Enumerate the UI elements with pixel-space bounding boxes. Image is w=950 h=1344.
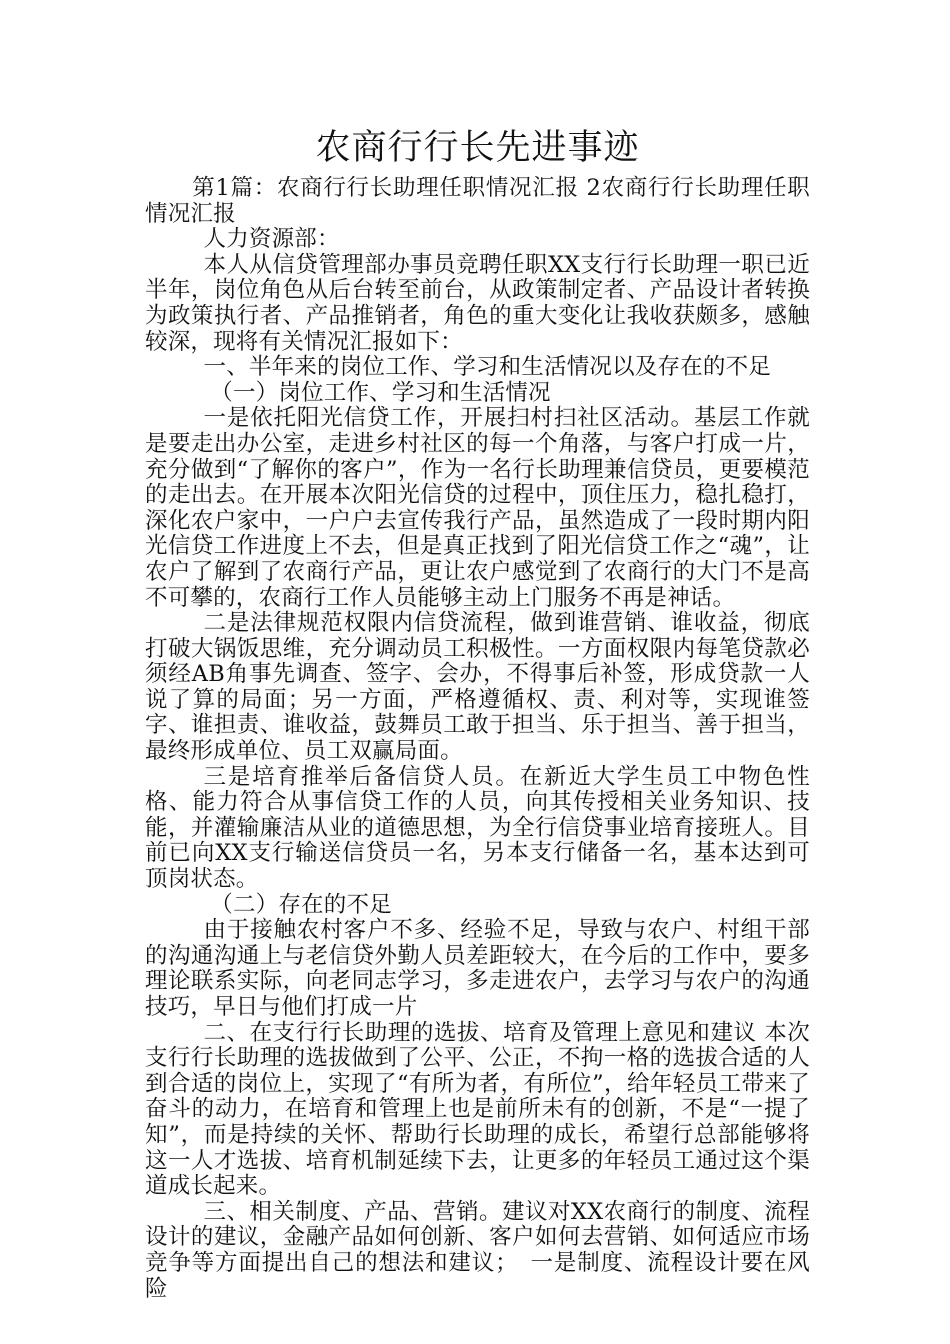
body-paragraph: 一是依托阳光信贷工作，开展扫村扫社区活动。基层工作就是要走出办公室，走进乡村社区的每一个角落，与客户打成一片，充分做到“了解你的客户”，作为一名行长助理兼信贷员，更要模范的走出去。在开展本次阳光信贷的过程中，顶住压力，稳扎稳打，深化农户家中，一户户去宣传我行产品，虽然造成了一段时期内阳光信贷工作进度上不去，但是真正找到了阳光信贷工作之“魂”，让农户了解到了农商行产品，更让农户感觉到了农商行的大门不是高不可攀的，农商行工作人员能够主动上门服务不再是神话。 xyxy=(145,405,810,611)
body-paragraph: 由于接触农村客户不多、经验不足，导致与农户、村组干部的沟通沟通上与老信贷外勤人员差距较大，在今后的工作中，要多理论联系实际，向老同志学习，多走进农户，去学习与农户的沟通技巧，早日与他们打成一片 xyxy=(145,917,810,1020)
body-paragraph: 本人从信贷管理部办事员竞聘任职XX支行行长助理一职已近半年，岗位角色从后台转至前台，从政策制定者、产品设计者转换为政策执行者、产品推销者，角色的重大变化让我收获颇多，感触较深，现将有关情况汇报如下： xyxy=(145,251,810,355)
body-paragraph: 二是法律规范权限内信贷流程，做到谁营销、谁收益，彻底打破大锅饭思维，充分调动员工积极性。一方面权限内每笔贷款必须经AB角事先调查、签字、会办，不得事后补签，形成贷款一人说了算的局面；另一方面，严格遵循权、责、利对等，实现谁签字、谁担责、谁收益，鼓舞员工敢于担当、乐于担当、善于担当，最终形成单位、员工双赢局面。 xyxy=(145,610,810,765)
body-paragraph: 三是培育推举后备信贷人员。在新近大学生员工中物色性格、能力符合从事信贷工作的人员，向其传授相关业务知识、技能，并灌输廉洁从业的道德思想，为全行信贷事业培育接班人。目前已向XX支行输送信贷员一名，另本支行储备一名，基本达到可顶岗状态。 xyxy=(145,763,810,893)
document-body xyxy=(145,128,810,1302)
subsection-heading: （二）存在的不足 xyxy=(210,891,392,918)
body-paragraph: 人力资源部： xyxy=(203,226,340,253)
section-heading: 一、半年来的岗位工作、学习和生活情况以及存在的不足 xyxy=(203,354,772,381)
section-heading: 三、相关制度、产品、营销。建议对XX农商行的制度、流程设计的建议，金融产品如何创新、客户如何去营销、如何适应市场竞争等方面提出自己的想法和建议； 一是制度、流程设计要在风险 xyxy=(145,1198,810,1302)
document-subtitle: 第1篇：农商行行长助理任职情况汇报 2农商行行长助理任职情况汇报 xyxy=(145,175,810,227)
subsection-heading: （一）岗位工作、学习和生活情况 xyxy=(210,379,551,406)
paragraph-list xyxy=(145,176,810,1302)
section-heading: 二、在支行行长助理的选拔、培育及管理上意见和建议 本次支行行长助理的选拔做到了公平、公正，不拘一格的选拔合适的人到合适的岗位上，实现了“有所为者，有所位”，给年轻员工带来了奋斗的动力，在培育和管理上也是前所未有的创新，不是“一提了知”，而是持续的关怀、帮助行长助理的成长，希望行总部能够将这一人才选拔、培育机制延续下去，让更多的年轻员工通过这个渠道成长起来。 xyxy=(145,1019,810,1200)
document-title: 农商行行长先进事迹 xyxy=(315,128,640,168)
